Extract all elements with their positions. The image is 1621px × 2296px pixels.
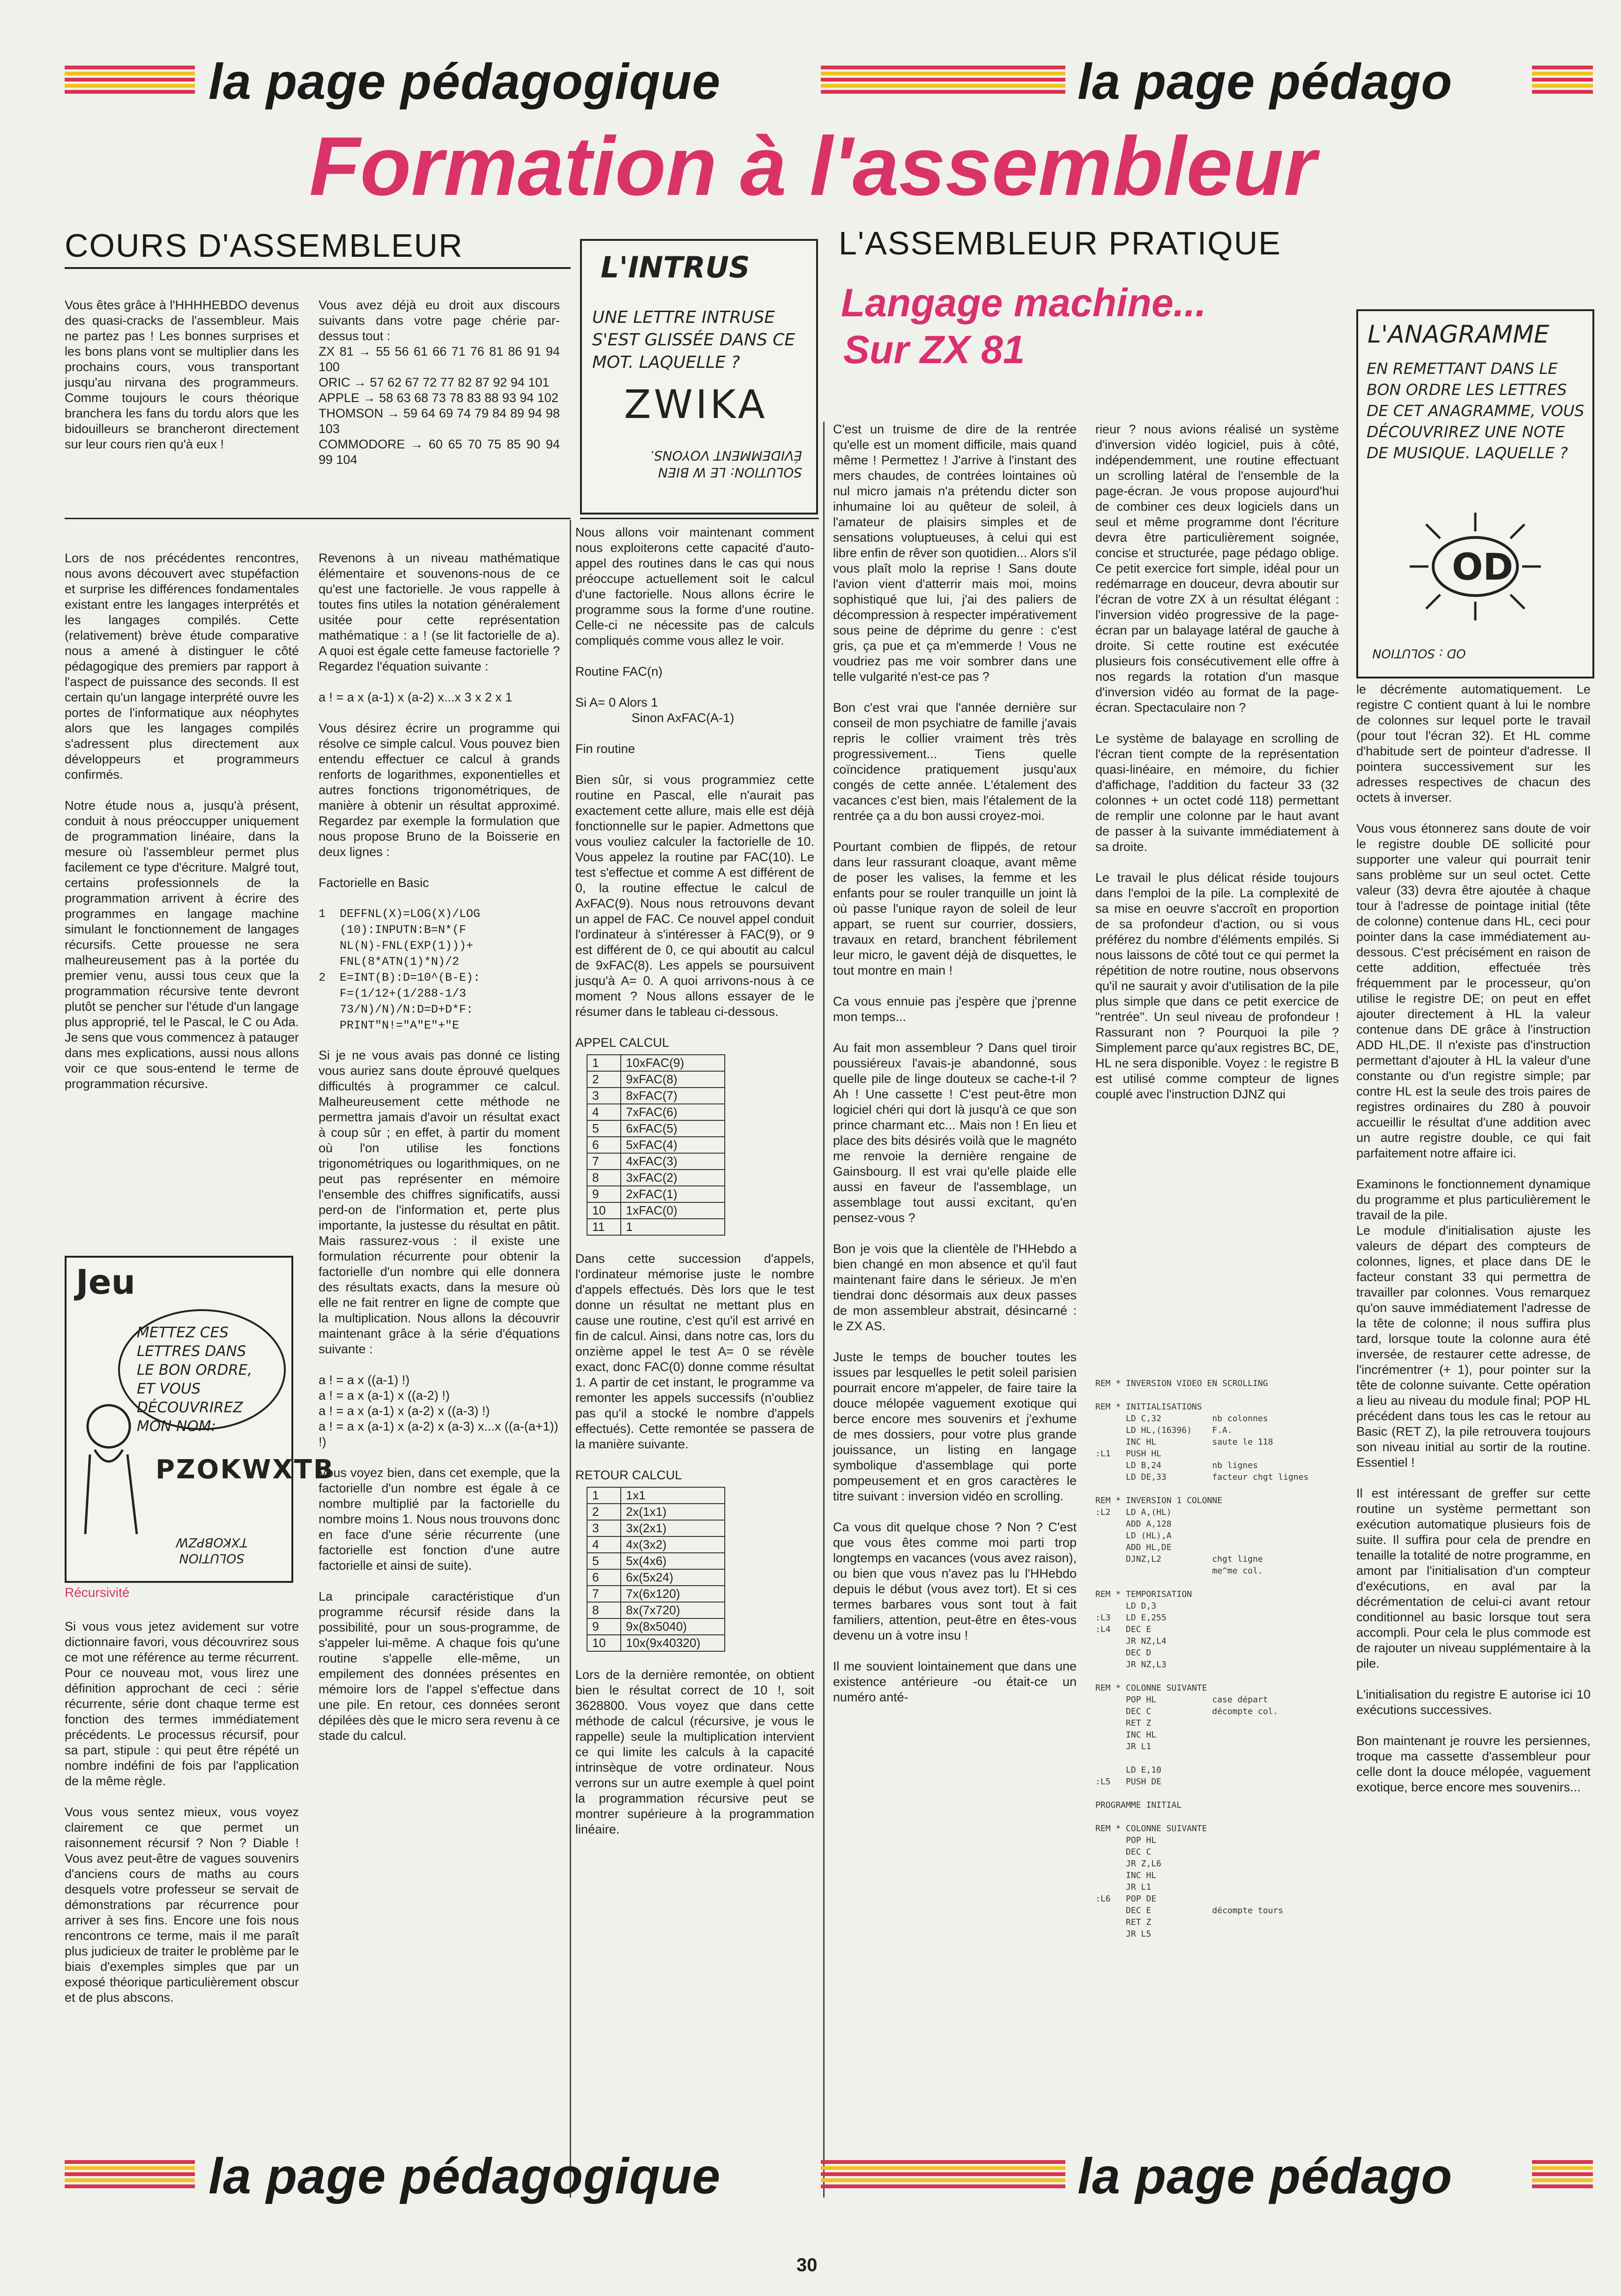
table-cell-calc: 10xFAC(9) [621,1055,725,1071]
table-row [587,1635,725,1651]
col3-paragraph: Bien sûr, si vous programmiez cette routine en Pascal, elle n'aurait pas exactement cette allure, mais elle est déjà fonctionnelle sur le papier. Admettons que vous vouliez calculer la factorielle de 10. Vous appelez la routine par FAC(10). Le test s'effectue et comme A est différent de 0, la routine effectue le calcul de AxFAC(9). Nous nous retrouvons devant un appel de FAC. Ce nouvel appel conduit l'ordinateur à s'intéresser à FAC(9), or 9 est différent de 0, ce qui aboutit au calcul de 9xFAC(8). Les appels se poursuivent jusqu'à A= 0. A quoi arrivons-nous à ce moment ? Nous allons essayer de le résumer dans le tableau ci-dessous. [575,773,814,1019]
equation: a ! = a x (a-1) x (a-2) x (a-3) x...x ((a-(a+1)) !) [319,1419,558,1449]
col1-body-top [65,551,299,1107]
header-stripes-middle [821,66,1065,96]
phone-entry: ZX 81 → 55 56 61 66 71 76 81 86 91 94 100 [319,344,560,374]
table-cell-index: 9 [587,1618,621,1635]
col1-body-bottom [65,1619,299,2021]
col4-paragraph: Bon c'est vrai que l'année dernière sur conseil de mon psychiatre de famille j'avais repris le collier vraiment très très progressivement... Tiens quelle coïncidence pratiquement jusqu'aux congés de cette année. L'étalement des vacances c'est bien, mais l'étalement de la rentrée ça a du bon aussi croyez-moi. [833,701,1077,823]
col4-paragraph: C'est un truisme de dire de la rentrée qu'elle est un moment difficile, mais quand même ! Permettez ! J'arrive à l'instant des mers chaudes, de contrées lointaines où nul micro jamais n'a prétendu dicter son inhumaine loi au quêteur de soleil, à l'amateur de plaisirs simples et de sensations voluptueuses, à celui qui est libre enfin de rêver son quotidien... Alors s'il vous plaît molo la reprise ! Sans doute l'avion vient d'atterrir mais moi, moins sophistiqué que lui, j'ai des paliers de décompression à respecter impérativement sous peine de déprime du genre : c'est gris, ça pue et ça m'emmerde ! Vous ne voudriez pas me voir sombrer dans une telle vulgarité n'est-ce pas ? [833,422,1077,684]
col6-paragraph: Le module d'initialisation ajuste les valeurs de départ des compteurs de colonnes, lignes, et place dans DE le facteur constant 33 qui permettra de travailler par colonnes. Vous remarquez qu'on sauve immédiatement l'adresse de la tête de colonne; il nous suffira plus tard, lorsque toute la colonne aura été inversée, de restaurer cette adresse, de l'incrémentrer (+ 1), pour pointer sur la tête de colonne suivante. Cette opération a lieu au niveau du module final; POP HL précédent dans tous les cas le retour au Basic (RET Z), la pile retrouvera toujours son niveau initial au sortir de la routine. Essentiel ! [1356,1223,1591,1469]
table-cell-index: 1 [587,1055,621,1071]
table-cell-index: 4 [587,1104,621,1120]
col5-paragraph: Le travail le plus délicat réside toujours dans l'emploi de la pile. La complexité de sa mise en oeuvre s'accroît en proportion de sa profondeur d'action, ou si vous préférez du nombre d'éléments empilés. Si nous laissons de côté tout ce qui permet la répétition de notre routine, nous observons qu'il ne saurait y avoir d'utilisation de la pile plus simple que dans ce petit exercice de "rentrée". Un seul niveau de profondeur ! Rassurant non ? Pourquoi la pile ? Simplement parce qu'aux registres BC, DE, HL ne sera disponible. Voyez : le registre B est utilisé comme compteur de lignes couplé avec l'instruction DJNZ qui [1095,871,1339,1101]
table-cell-index: 5 [587,1553,621,1569]
table-cell-calc: 1xFAC(0) [621,1202,725,1219]
anagramme-sunburst [1400,508,1550,625]
section-rule-cours [65,267,571,269]
col4-paragraph: Ca vous ennuie pas j'espère que j'prenne mon temps... [833,994,1077,1024]
col2-body [319,551,560,1759]
table-cell-index: 2 [587,1504,621,1520]
table-cell-index: 1 [587,1487,621,1504]
anagramme-text: EN REMETTANT DANS LE BON ORDRE LES LETTRES DE CET ANAGRAMME, VOUS DÉCOUVRIREZ UNE NOTE DE MUSIQUE. LAQUELLE ? [1367,359,1584,462]
jeu-title: Jeu [76,1262,135,1302]
routine-header: Routine FAC(n) [575,664,663,678]
table-cell-index: 8 [587,1170,621,1186]
table-cell-index: 11 [587,1219,621,1235]
table-cell-calc: 4xFAC(3) [621,1153,725,1170]
col6-body [1356,682,1591,1811]
col3-paragraph: Nous allons voir maintenant comment nous exploiterons cette capacité d'auto-appel des routines dans le cas qui nous préoccupe actuellement soit le calcul d'une factorielle. Nous allons écrire le programme sous la forme d'une routine. Celle-ci ne nécessite pas de calculs compliqués comme vous allez le voir. [575,525,814,648]
table-cell-index: 3 [587,1520,621,1536]
equation: a ! = a x (a-1) x ((a-2) !) [319,1388,450,1402]
col6-paragraph: Examinons le fonctionnement dynamique du programme et plus particulièrement le travail de la pile. [1356,1177,1591,1222]
jeu-bubble-text: METTEZ CES LETTRES DANS LE BON ORDRE, ET VOUS DÉCOUVRIREZ MON NOM: [137,1324,253,1435]
column-divider-main [823,422,825,2198]
col1-paragraph: Vous vous sentez mieux, vous voyez clairement ce que permet un raisonnement récursif ? Non ? Diable ! Vous avez peut-être de vagues souvenirs d'anciens cours de maths au cours desquels votre professeur se servait de démonstrations par récurrence pour arriver à ses fins. Encore une fois nous rencontrons ce terme, mais il me paraît plus judicieux de traiter le problème par le biais d'exemples simples que par un exposé théorique particulièrement obscur et de plus abscons. [65,1805,299,2005]
col4-paragraph: Au fait mon assembleur ? Dans quel tiroir poussiéreux l'avais-je abandonné, sous quelle pile de linge douteux se cache-t-il ? Ah ! Une cassette ! C'est peut-être mon logiciel chéri qui dort là jusqu'à ce que son prince charmant etc... Mais non ! En lieu et place des bits désirés voilà que le magnéto me renvoie la dernière rengaine de Gainsbourg. Il est vrai qu'elle plaide elle aussi en faveur de l'assemblage, un assemblage tout aussi excitant, qu'en pensez-vous ? [833,1041,1077,1225]
col5-body [1095,422,1339,1118]
col3-paragraph: Dans cette succession d'appels, l'ordinateur mémorise juste le nombre d'appels effectués. Dès lors que le test donne un résultat ne mettant plus en cause une routine, c'est qu'il est arrivé en fin de calcul. Ainsi, dans notre cas, lors du onzième appel le test A= 0 se révèle exact, donc FAC(0) donne comme résultat 1. A partir de cet instant, le programme va remonter les appels successifs (n'oubliez pas qu'il a stocké le nombre d'appels effectués). Cette remontée se passera de la manière suivante. [575,1252,814,1451]
anagramme-title: L'ANAGRAMME [1368,321,1549,349]
intrus-box [580,239,818,514]
intrus-solution: SOLUTION: LE W BIEN ÉVIDEMMENT VOYONS. [650,448,802,480]
table-cell-calc: 8x(7x720) [621,1602,725,1618]
table-cell-index: 7 [587,1153,621,1170]
table-row [587,1153,725,1170]
phone-entry: COMMODORE → 60 65 70 75 85 90 94 99 104 [319,437,560,467]
table-cell-calc: 4x(3x2) [621,1536,725,1553]
col5-paragraph: rieur ? nous avions réalisé un système d'inversion vidéo logiciel, puis à côté, indépendemment, une routine effectuant un scrolling latéral de l'ensemble de la page-écran. Je vous propose aujourd'hui de combiner ces deux logiciels dans un seul et même programme dont l'écriture devra être particulièrement soignée, concise et structurée, page pédago oblige. Ce petit exercice fort simple, idéal pour un redémarrage en douceur, devra aboutir sur l'écran de votre ZX à un résultat élégant : l'inversion vidéo progressive de la page-écran par un balayage latéral de gauche à droite. Si cette routine est exécutée plusieurs fois consécutivement elle offre à nos regards la rotation d'un masque d'inversion vidéo au format de la page-écran. Spectaculaire non ? [1095,422,1339,715]
phone-entry: APPLE → 58 63 68 73 78 83 88 93 94 102 [319,391,558,405]
subtitle-langage-machine: Langage machine... [841,281,1206,325]
table-cell-index: 5 [587,1120,621,1137]
column-divider-cours [570,520,571,2198]
header-banner-right: la page pédago [1078,53,1453,110]
table-cell-index: 10 [587,1635,621,1651]
jeu-box [65,1256,335,1583]
equation: a ! = a x ((a-1) !) [319,1373,410,1387]
table-row [587,1055,725,1071]
col4-paragraph: Il me souvient lointainement que dans une existence antérieure -ou était-ce un numéro anté- [833,1659,1077,1704]
col4-paragraph: Juste le temps de boucher toutes les issues par lesquelles le petit soleil parisien pourrait encore m'appeler, de faire taire la douce mélopée vaguement exotique qui berce encore mes souvenirs et j'exhume de mes dossiers, pour votre plus grande jouissance, un listing en langage symbolique d'assemblage qui porte pompeusement et en gros caractères le titre suivant : inversion vidéo en scrolling. [833,1350,1077,1503]
table-cell-calc: 9x(8x5040) [621,1618,725,1635]
col1-intro: Vous êtes grâce à l'HHHHEBDO devenus des quasi-cracks de l'assembleur. Mais ne partez pas ! Les bonnes surprises et les bons plans vont se multiplier dans les prochains cours, vous transportant jusqu'au nirvana des programmeurs. Comme toujours le cours théorique branchera les fans du tordu alors que les bidouilleurs se brancheront directement sur leur cours rien qu'à eux ! [65,298,299,451]
footer-stripes-right [1532,2160,1593,2191]
assembly-listing: REM * INVERSION VIDEO EN SCROLLING REM * INITIALISATIONS LD C,32 nb colonnes LD HL,(16396) F.A. INC HL saute le 118 :L1 PUSH HL LD B,24 nb lignes LD DE,33 facteur chgt lignes REM * INVERSION 1 COLONNE :L2 LD A,(HL) ADD A,128 LD (HL),A ADD HL,DE DJNZ,L2 chgt ligne me^me col. REM * TEMPORISATION LD D,3 :L3 LD E,255 :L4 DEC E JR NZ,L4 DEC D JR NZ,L3 REM * COLONNE SUIVANTE POP HL case départ DEC C décompte col. RET Z INC HL JR L1 LD E,10 :L5 PUSH DE PROGRAMME INITIAL REM * COLONNE SUIVANTE POP HL DEC C JR Z,L6 INC HL JR L1 :L6 POP DE DEC E décompte tours RET Z JR L5 [1095,1379,1309,1939]
table-row [587,1569,725,1586]
col2-top [319,298,560,468]
equation: a ! = a x (a-1) x (a-2) x ((a-3) !) [319,1404,490,1418]
table-row [587,1120,725,1137]
table-cell-calc: 5x(4x6) [621,1553,725,1569]
jeu-caption: Récursivité [65,1585,130,1600]
footer-banner-right: la page pédago [1078,2147,1453,2204]
col4-paragraph: Bon je vois que la clientèle de l'HHebdo a bien changé en mon absence et qu'il faut maintenant faire dans le sérieux. Je m'en tiendrai donc désormais aux deux passes de mon assembleur abstrait, désincarné : le ZX AS. [833,1242,1077,1333]
jeu-character-icon [76,1398,146,1539]
intrus-word: ZWIKA [624,381,768,427]
footer-stripes-middle [821,2160,1065,2191]
intrus-text: UNE LETTRE INTRUSE S'EST GLISSÉE DANS CE MOT. LAQUELLE ? [592,308,796,372]
table-row [587,1137,725,1153]
col6-paragraph: Il est intéressant de greffer sur cette routine un système permettant son exécution automatique plusieurs fois de suite. Il suffira pour cela de prendre en tenaille la totalité de notre programme, en amont par l'initialisation d'un compteur d'exécutions, en aval par la décrémentation de celui-ci avant retour conditionnel au basic lorsque tout sera accompli. Pour cela le plus commode est de rajouter un niveau supplémentaire à la pile. [1356,1486,1591,1670]
jeu-word: PZOKWXTB [156,1454,335,1485]
col2-equations [319,1372,560,1450]
table-cell-calc: 2xFAC(1) [621,1186,725,1202]
phone-entry: ORIC → 57 62 67 72 77 82 87 92 94 101 [319,375,550,389]
anagramme-solution: OD : SOLUTION [1372,646,1466,660]
table-row [587,1202,725,1219]
phone-list [319,344,560,468]
col4-body [833,422,1077,1721]
col2-paragraph: Si je ne vous avais pas donné ce listing vous auriez sans doute éprouvé quelques difficultés à programmer ce calcul. Malheureusement cette méthode ne permettra jamais d'avoir un résultat exact à coup sûr ; en effet, à partir du moment où l'on utilise les fonctions trigonométriques ou logarithmiques, on ne peut pas représenter en mémoire l'ensemble des chiffres significatifs, aussi perd-on de l'information et, perte plus importante, la justesse du résultat en pâtit. Mais rassurez-vous : il existe une formulation récurrente pour obtenir la factorielle d'un nombre qui elle donnera des résultats exacts, dans la mesure où elle ne fait rentrer en ligne de compte que la multiplication. Nous allons la découvrir maintenant grâce à la série d'équations suivante : [319,1048,560,1356]
col2-paragraph: La principale caractéristique d'un programme récursif réside dans la possibilité, pour un sous-programme, de s'appeler lui-même. A chaque fois qu'une routine s'appelle elle-même, un empilement des données présentes en mémoire lors de l'appel s'effectue dans une pile. En retour, ces données seront dépilées dès que le micro sera revenu à ce stade du calcul. [319,1589,560,1743]
table-row [587,1602,725,1618]
header-stripes-left [65,66,195,96]
table-cell-calc: 7xFAC(6) [621,1104,725,1120]
col2-paragraph: Vous désirez écrire un programme qui résolve ce simple calcul. Vous pouvez bien entendu effectuer ce calcul à grands renforts de logarithmes, exponentielles et autres fonctions trigonométriques, de manière à obtenir un résultat approximé. Regardez par exemple la formulation que nous propose Bruno de la Boisserie en deux lignes : [319,721,560,859]
subtitle-zx81: Sur ZX 81 [843,328,1025,372]
table-cell-calc: 6x(5x24) [621,1569,725,1586]
phone-entry: THOMSON → 59 64 69 74 79 84 89 94 98 103 [319,406,560,436]
table-row [587,1553,725,1569]
table-cell-index: 7 [587,1586,621,1602]
table-cell-index: 2 [587,1071,621,1088]
page-number: 30 [796,2255,818,2275]
table-row [587,1088,725,1104]
col3-body [575,525,814,1853]
table-cell-index: 10 [587,1202,621,1219]
table-row [587,1186,725,1202]
col2-intro: Vous avez déjà eu droit aux discours suivants dans votre page chérie par-dessus tout : [319,298,560,343]
col2-equation: a ! = a x (a-1) x (a-2) x...x 3 x 2 x 1 [319,690,513,704]
table-row [587,1618,725,1635]
table-cell-calc: 3xFAC(2) [621,1170,725,1186]
table-cell-calc: 1 [621,1219,725,1235]
appel-title: APPEL CALCUL [575,1036,669,1050]
table-cell-index: 8 [587,1602,621,1618]
basic-listing: 1 DEFFNL(X)=LOG(X)/LOG (10):INPUTN:B=N*(F NL(N)-FNL(EXP(1)))+ FNL(8*ATN(1)*N)/2 2 E=INT(B):D=10^(B-E): F=(1/12+(1/288-1/3 73/N)/N)/N:D=D+D*F: PRINT"N!="A"E"+"E [319,907,481,1032]
col1-paragraph: Lors de nos précédentes rencontres, nous avons découvert avec stupéfaction et surprise les différences fondamentales existant entre les langages interprétés et les langages compilés. Cette (relativement) brève étude comparative nous a amené à distinguer le côté pédagogique des premiers par rapport à l'aspect de puissance des seconds. Il est certain qu'un langage interprété ouvre les portes de l'informatique aux néophytes alors que les langages compilés s'adressent plus directement aux développeurs et programmeurs confirmés. [65,551,299,782]
table-cell-calc: 3x(2x1) [621,1520,725,1536]
retour-table [587,1487,725,1652]
routine-si: Si A= 0 Alors 1 [575,695,658,709]
table-cell-calc: 8xFAC(7) [621,1088,725,1104]
jeu-solution: SOLUTION TXKOBPZW [176,1535,248,1565]
basic-label: Factorielle en Basic [319,876,429,890]
footer-banner-left: la page pédagogique [208,2147,721,2204]
page-title: Formation à l'assembleur [309,119,1316,213]
table-row [587,1520,725,1536]
table-cell-index: 4 [587,1536,621,1553]
col6-paragraph: Bon maintenant je rouvre les persiennes, troque ma cassette d'assembleur pour celle dont la douce mélopée, vaguement exotique, berce encore mes souvenirs... [1356,1734,1591,1794]
section-title-pratique: L'ASSEMBLEUR PRATIQUE [839,225,1281,261]
header-stripes-right [1532,66,1593,96]
routine-sinon: Sinon AxFAC(A-1) [632,711,735,725]
col1-paragraph: Si vous vous jetez avidement sur votre dictionnaire favori, vous découvrirez sous ce mot une référence au terme récurrent. Pour ce nouveau mot, vous lirez une définition approchant de ceci : série récurrente, série dont chaque terme est fonction des termes immédiatement précédents. Le processus récursif, pour sa part, stipule : qui peut être répété un nombre indéfini de fois par l'application de la même règle. [65,1619,299,1788]
intro-underline-mid [580,518,819,519]
col1-paragraph: Notre étude nous a, jusqu'à présent, conduit à nous préoccupper uniquement de programmation linéaire, dans la mesure où l'assembleur permet plus facilement ce type d'écriture. Malgré tout, certains professionnels de la programmation arrivent à écrire des programmes en langage machine simulant le fonctionnement de langages récursifs. Cette prouesse ne sera malheureusement pas à la portée du premier venu, aussi tous ceux que la programmation récursive tente devront plutôt se pencher sur l'étude d'un langage plus approprié, tel le Pascal, le C ou Ada. Je sens que vous commencez à patauger dans mes explications, aussi nous allons voir ce que sous-entend le terme de programmation récursive. [65,798,299,1091]
table-row [587,1504,725,1520]
table-row [587,1586,725,1602]
table-cell-calc: 1x1 [621,1487,725,1504]
table-row [587,1071,725,1088]
col2-paragraph: Revenons à un niveau mathématique élémentaire et souvenons-nous de ce qu'est une factorielle. Je vous rappelle à toutes fins utiles la notation généralement usitée pour cette représentation mathématique : a ! (se lit factorielle de a). A quoi est égale cette fameuse factorielle ? Regardez l'équation suivante : [319,551,560,673]
col6-paragraph: Vous vous étonnerez sans doute de voir le registre double DE sollicité pour supporter une valeur qui pourrait tenir sans problème sur un seul octet. Cette valeur (33) devra être ajoutée à chaque tour à l'adresse de pointage initial (tête de colonne) contenue dans HL, ceci pour pointer dans la case immédiatement au-dessous. C'est précisément en raison de cette addition, effectuée très fréquemment par le processeur, qu'on utilise le registre DE; on peut en effet ajouter directement à HL la valeur contenue dans DE grâce à l'instruction ADD HL,DE. Il n'existe pas d'instruction permettant d'ajouter à HL la valeur d'une constante ou d'un registre simple; par contre HL est la seule des trois paires de registres ordinaires du Z80 à pouvoir accueillir le résultat d'une addition avec un autre registre double, ce qui fait parfaitement notre affaire ici. [1356,821,1591,1160]
anagramme-word: OD [1452,546,1514,589]
table-cell-calc: 6xFAC(5) [621,1120,725,1137]
table-row [587,1170,725,1186]
intro-underline-left [65,518,571,519]
table-cell-calc: 10x(9x40320) [621,1635,725,1651]
col5-paragraph: Le système de balayage en scrolling de l'écran tient compte de la représentation quasi-linéaire, en mémoire, du fichier d'affichage, l'addition du facteur 33 (32 colonnes + un octet codé 118) permettant de remplir une colonne par le haut avant de passer à la suivante immédiatement à sa droite. [1095,731,1339,854]
col4-paragraph: Ca vous dit quelque chose ? Non ? C'est que vous êtes comme moi parti trop longtemps en vacances (vous avez raison), ou bien que vous n'avez pas lu l'HHebdo depuis le début (vous avez tort). Et si ces termes barbares vous sont tout à fait familiers, attention, peut-être en êtes-vous devenu un à votre insu ! [833,1520,1077,1642]
table-cell-calc: 7x(6x120) [621,1586,725,1602]
appel-table [587,1054,725,1236]
table-cell-calc: 9xFAC(8) [621,1071,725,1088]
table-cell-calc: 5xFAC(4) [621,1137,725,1153]
table-row [587,1104,725,1120]
table-row [587,1536,725,1553]
intrus-title: L'INTRUS [601,250,750,284]
table-cell-index: 6 [587,1137,621,1153]
footer-stripes-left [65,2160,195,2191]
col3-paragraph: Lors de la dernière remontée, on obtient bien le résultat correct de 10 !, soit 3628800. Vous voyez que dans cette méthode de calcul (récursive, je vous le rappelle) seule la multiplication intervient ce qui limite les calculs à la capacité intrinsèque de votre ordinateur. Nous verrons sur un autre exemple à quel point la programmation récursive peut se montrer supérieure à la programmation linéaire. [575,1668,814,1836]
table-cell-index: 3 [587,1088,621,1104]
anagramme-box [1356,309,1594,678]
routine-fin: Fin routine [575,742,635,756]
table-cell-index: 9 [587,1186,621,1202]
table-row [587,1487,725,1504]
table-row [587,1219,725,1235]
col6-paragraph: le décrémente automatiquement. Le registre C contient quant à lui le nombre de colonnes sur lequel porte le travail (pour tout l'écran 32). Et HL comme d'habitude sert de pointeur d'adresse. Il pointera successivement sur les adresses respectives de chacun des octets à inverser. [1356,682,1591,805]
retour-title: RETOUR CALCUL [575,1468,682,1482]
table-cell-calc: 2x(1x1) [621,1504,725,1520]
header-banner-left: la page pédagogique [208,53,721,110]
col4-paragraph: Pourtant combien de flippés, de retour dans leur rassurant cloaque, avant même de poser les valises, la femme et les enfants pour se rouler tranquille un joint là où passe l'unique rayon de soleil de leur appart, se ruent sur courrier, dossiers, travaux en retard, branchent fébrilement leur micro, le gavent déjà de disquettes, le tout montre en main ! [833,840,1077,977]
col6-paragraph: L'initialisation du registre E autorise ici 10 exécutions successives. [1356,1687,1591,1717]
col2-paragraph: Vous voyez bien, dans cet exemple, que la factorielle d'un nombre est égale à ce nombre multiplié par la factorielle du nombre moins 1. Nous nous trouvons donc en face d'une série récurrente (une factorielle est fonction d'une autre factorielle et ainsi de suite). [319,1466,560,1573]
section-title-cours: COURS D'ASSEMBLEUR [65,227,463,264]
table-cell-index: 6 [587,1569,621,1586]
